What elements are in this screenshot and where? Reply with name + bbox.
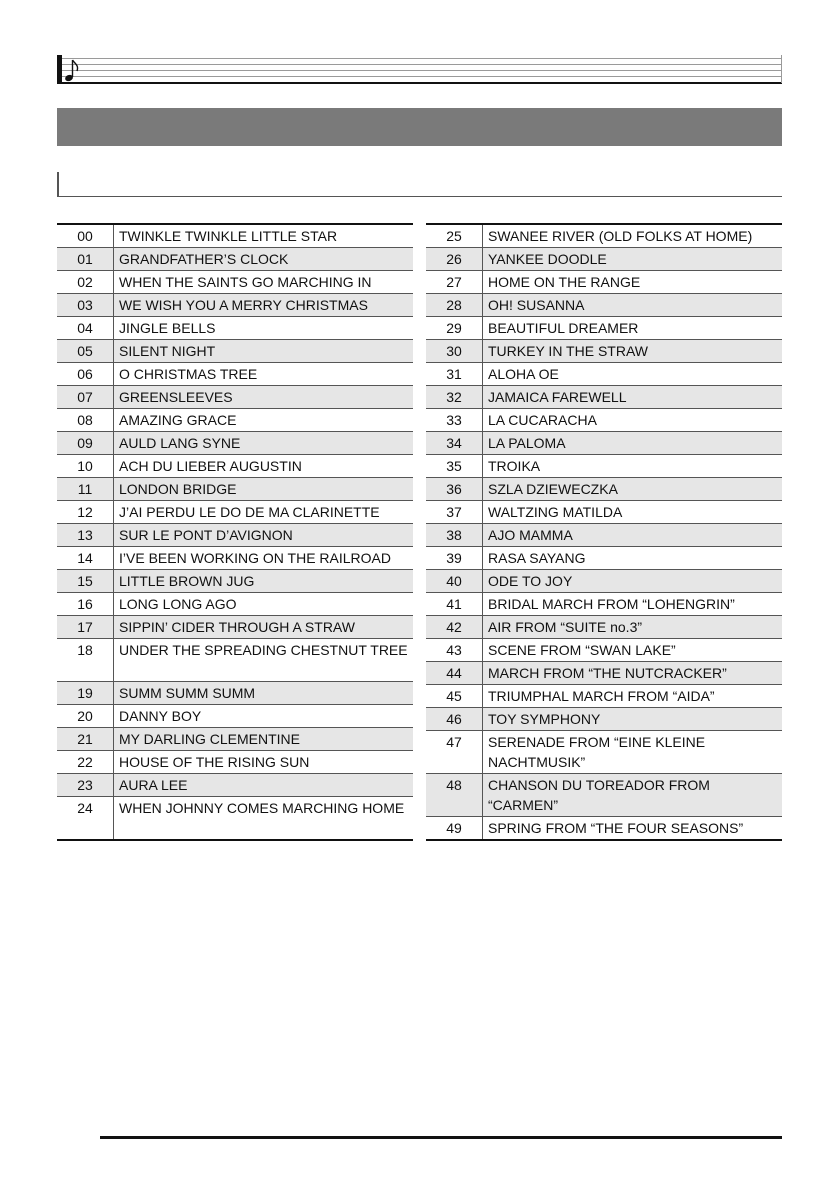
song-number: 22 — [57, 751, 114, 774]
song-number: 44 — [426, 662, 483, 685]
song-row — [426, 616, 782, 639]
song-number: 11 — [57, 478, 114, 501]
song-row — [57, 478, 413, 501]
song-title: HOME ON THE RANGE — [483, 271, 783, 294]
song-title: LONDON BRIDGE — [114, 478, 414, 501]
song-title: TOY SYMPHONY — [483, 708, 783, 731]
song-row — [426, 593, 782, 616]
song-row — [426, 386, 782, 409]
song-title: SCENE FROM “SWAN LAKE” — [483, 639, 783, 662]
song-title: LA PALOMA — [483, 432, 783, 455]
song-number: 35 — [426, 455, 483, 478]
song-title: SIPPIN’ CIDER THROUGH A STRAW — [114, 616, 414, 639]
song-number: 45 — [426, 685, 483, 708]
song-title: MY DARLING CLEMENTINE — [114, 728, 414, 751]
song-number: 09 — [57, 432, 114, 455]
song-row — [426, 708, 782, 731]
song-row — [57, 386, 413, 409]
song-title: JINGLE BELLS — [114, 317, 414, 340]
song-number: 15 — [57, 570, 114, 593]
song-number: 03 — [57, 294, 114, 317]
song-title: TROIKA — [483, 455, 783, 478]
song-title: BEAUTIFUL DREAMER — [483, 317, 783, 340]
song-row — [426, 432, 782, 455]
song-list-table-right — [426, 223, 782, 841]
song-number: 20 — [57, 705, 114, 728]
song-number: 49 — [426, 817, 483, 841]
song-row — [426, 817, 782, 841]
song-title: AURA LEE — [114, 774, 414, 797]
song-number: 18 — [57, 639, 114, 682]
song-title: LA CUCARACHA — [483, 409, 783, 432]
song-title: MARCH FROM “THE NUTCRACKER” — [483, 662, 783, 685]
song-title: SZLA DZIEWECZKA — [483, 478, 783, 501]
song-number: 39 — [426, 547, 483, 570]
song-number: 32 — [426, 386, 483, 409]
song-number: 37 — [426, 501, 483, 524]
song-title: SILENT NIGHT — [114, 340, 414, 363]
song-number: 02 — [57, 271, 114, 294]
song-number: 26 — [426, 248, 483, 271]
song-number: 23 — [57, 774, 114, 797]
song-number: 06 — [57, 363, 114, 386]
song-row — [426, 685, 782, 708]
song-number: 33 — [426, 409, 483, 432]
song-row — [57, 271, 413, 294]
song-number: 27 — [426, 271, 483, 294]
song-row — [426, 248, 782, 271]
song-row — [57, 501, 413, 524]
song-row — [426, 570, 782, 593]
song-row — [426, 271, 782, 294]
song-title: O CHRISTMAS TREE — [114, 363, 414, 386]
song-title: WE WISH YOU A MERRY CHRISTMAS — [114, 294, 414, 317]
song-number: 46 — [426, 708, 483, 731]
song-number: 36 — [426, 478, 483, 501]
song-row — [426, 340, 782, 363]
song-number: 31 — [426, 363, 483, 386]
eighth-note-icon — [63, 57, 83, 83]
song-row — [57, 705, 413, 728]
song-row — [57, 224, 413, 248]
song-row — [57, 547, 413, 570]
song-number: 43 — [426, 639, 483, 662]
song-number: 10 — [57, 455, 114, 478]
song-number: 38 — [426, 524, 483, 547]
song-row — [57, 728, 413, 751]
song-number: 17 — [57, 616, 114, 639]
song-number: 08 — [57, 409, 114, 432]
song-title: DANNY BOY — [114, 705, 414, 728]
song-title: WHEN JOHNNY COMES MARCHING HOME — [114, 797, 414, 841]
song-number: 47 — [426, 731, 483, 774]
song-title: RASA SAYANG — [483, 547, 783, 570]
song-row — [426, 774, 782, 817]
song-row — [57, 432, 413, 455]
section-title-band — [57, 108, 782, 146]
subsection-heading-box — [57, 172, 782, 197]
song-number: 07 — [57, 386, 114, 409]
song-title: BRIDAL MARCH FROM “LOHENGRIN” — [483, 593, 783, 616]
song-title: I’VE BEEN WORKING ON THE RAILROAD — [114, 547, 414, 570]
song-row — [57, 593, 413, 616]
song-title: TURKEY IN THE STRAW — [483, 340, 783, 363]
song-row — [426, 662, 782, 685]
song-row — [426, 524, 782, 547]
song-row — [426, 294, 782, 317]
song-row — [426, 363, 782, 386]
song-number: 34 — [426, 432, 483, 455]
song-row — [57, 340, 413, 363]
song-row — [426, 501, 782, 524]
song-row — [57, 363, 413, 386]
song-number: 01 — [57, 248, 114, 271]
song-number: 25 — [426, 224, 483, 248]
song-row — [57, 682, 413, 705]
song-title: ACH DU LIEBER AUGUSTIN — [114, 455, 414, 478]
song-title: SUMM SUMM SUMM — [114, 682, 414, 705]
song-number: 28 — [426, 294, 483, 317]
song-row — [57, 248, 413, 271]
song-title: AULD LANG SYNE — [114, 432, 414, 455]
song-number: 19 — [57, 682, 114, 705]
song-number: 16 — [57, 593, 114, 616]
song-title: TWINKLE TWINKLE LITTLE STAR — [119, 228, 338, 244]
song-title: TRIUMPHAL MARCH FROM “AIDA” — [483, 685, 783, 708]
song-title: JAMAICA FAREWELL — [483, 386, 783, 409]
song-row — [57, 294, 413, 317]
song-title: WALTZING MATILDA — [483, 501, 783, 524]
song-number: 30 — [426, 340, 483, 363]
song-title: WHEN THE SAINTS GO MARCHING IN — [114, 271, 414, 294]
song-row — [57, 570, 413, 593]
song-number: 42 — [426, 616, 483, 639]
song-row — [57, 797, 413, 841]
song-title: LONG LONG AGO — [114, 593, 414, 616]
song-title: UNDER THE SPREADING CHESTNUT TREE — [114, 639, 414, 682]
song-row — [57, 317, 413, 340]
song-row — [57, 455, 413, 478]
song-number: 00 — [57, 224, 114, 248]
song-row — [57, 639, 413, 682]
song-title: AMAZING GRACE — [114, 409, 414, 432]
song-number: 13 — [57, 524, 114, 547]
song-title: GREENSLEEVES — [114, 386, 414, 409]
song-list-table-left — [57, 223, 413, 841]
song-title: AIR FROM “SUITE no.3” — [483, 616, 783, 639]
song-row — [426, 455, 782, 478]
song-row — [426, 547, 782, 570]
song-row — [57, 774, 413, 797]
song-row — [426, 317, 782, 340]
song-title: SWANEE RIVER (OLD FOLKS AT HOME) — [488, 228, 753, 244]
song-title: SERENADE FROM “EINE KLEINE NACHTMUSIK” — [483, 731, 783, 774]
song-title: LITTLE BROWN JUG — [114, 570, 414, 593]
song-number: 24 — [57, 797, 114, 841]
song-number: 12 — [57, 501, 114, 524]
song-number: 41 — [426, 593, 483, 616]
song-title: CHANSON DU TOREADOR FROM “CARMEN” — [483, 774, 783, 817]
footer-rule — [100, 1136, 782, 1139]
song-row — [57, 524, 413, 547]
song-number: 40 — [426, 570, 483, 593]
song-row — [426, 224, 782, 248]
music-staff-header — [57, 55, 782, 85]
song-row — [426, 639, 782, 662]
song-number: 21 — [57, 728, 114, 751]
song-number: 48 — [426, 774, 483, 817]
song-number: 29 — [426, 317, 483, 340]
song-number: 14 — [57, 547, 114, 570]
song-title: GRANDFATHER’S CLOCK — [114, 248, 414, 271]
song-row — [426, 731, 782, 774]
song-title: SPRING FROM “THE FOUR SEASONS” — [483, 817, 783, 841]
song-number: 04 — [57, 317, 114, 340]
song-row — [426, 409, 782, 432]
song-number: 05 — [57, 340, 114, 363]
song-title: OH! SUSANNA — [483, 294, 783, 317]
song-title: J’AI PERDU LE DO DE MA CLARINETTE — [114, 501, 414, 524]
song-title: ODE TO JOY — [483, 570, 783, 593]
song-row — [426, 478, 782, 501]
song-title: AJO MAMMA — [483, 524, 783, 547]
song-title: HOUSE OF THE RISING SUN — [114, 751, 414, 774]
song-row — [57, 409, 413, 432]
song-row — [57, 751, 413, 774]
song-title: ALOHA OE — [483, 363, 783, 386]
song-title: YANKEE DOODLE — [483, 248, 783, 271]
song-title: SUR LE PONT D’AVIGNON — [114, 524, 414, 547]
song-row — [57, 616, 413, 639]
